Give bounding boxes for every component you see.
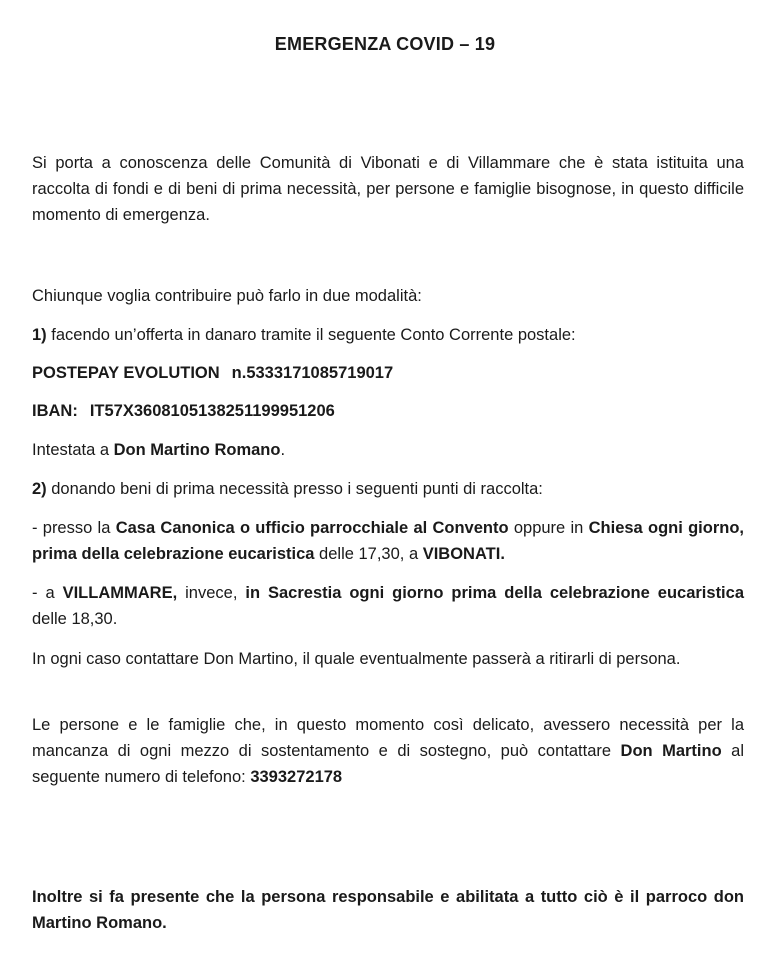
closing-paragraph: Inoltre si fa presente che la persona responsabile e abilitata a tutto ciò è il parroco don Martino Romano. (32, 888, 744, 932)
option-1 (32, 322, 744, 348)
phone-number: 3393272178 (250, 768, 343, 786)
option-1-number: 1) (32, 326, 47, 344)
point-2-text-a: - a (32, 584, 63, 602)
point-1-bold-c: VIBONATI. (422, 545, 505, 563)
needs-text-b: al seguente numero di telefono: (32, 742, 744, 786)
needs-contact-name: Don Martino (620, 742, 722, 760)
intro-paragraph: Si porta a conoscenza delle Comunità di Vibonati e di Villammare che è stata istituita una raccolta di fondi e di beni di prima necessità, per persone e famiglie bisognose, in questo difficile momento di emergenza. (32, 154, 744, 224)
point-1-text-a: - presso la (32, 519, 116, 537)
holder-prefix: Intestata a (32, 441, 114, 459)
option-2-text: donando beni di prima necessità presso i seguenti punti di raccolta: (46, 480, 543, 498)
modalities-intro: Chiunque voglia contribuire può farlo in due modalità: (32, 287, 422, 305)
point-2-text-b: invece, (177, 584, 246, 602)
point-1-text-c: delle 17,30, a (314, 545, 423, 563)
postepay-label: POSTEPAY EVOLUTION (32, 364, 220, 382)
holder-line (32, 437, 744, 463)
option-2-number: 2) (32, 480, 47, 498)
point-2-bold-b: in Sacrestia ogni giorno prima della celebrazione eucaristica (245, 584, 744, 602)
holder-name: Don Martino Romano (113, 441, 281, 459)
needs-text-a: Le persone e le famiglie che, in questo momento così delicato, avessero necessità per la mancanza di ogni mezzo di sostentamento e di sostegno, può contattare (32, 716, 744, 760)
iban-value: IT57X3608105138251199951206 (89, 402, 335, 420)
iban-label: IBAN: (32, 402, 78, 420)
point-1-bold-a: Casa Canonica o ufficio parrocchiale al Convento (115, 519, 509, 537)
option-2 (32, 476, 744, 502)
postepay-number: n.5333171085719017 (231, 364, 394, 382)
holder-suffix: . (280, 441, 286, 459)
point-1-bold-b: Chiesa ogni giorno, prima della celebrazione eucaristica (32, 519, 745, 563)
collection-point-villammare (32, 580, 744, 632)
postepay-line (32, 360, 744, 386)
collection-point-vibonati (32, 515, 744, 567)
option-1-text: facendo un’offerta in danaro tramite il seguente Conto Corrente postale: (46, 326, 576, 344)
iban-line (32, 398, 744, 424)
needs-paragraph (32, 712, 744, 790)
point-2-bold-a: VILLAMMARE, (62, 584, 178, 602)
contact-note: In ogni caso contattare Don Martino, il quale eventualmente passerà a ritirarli di persona. (32, 650, 681, 668)
point-2-text-c: delle 18,30. (32, 610, 118, 628)
page-title: EMERGENZA COVID – 19 (274, 34, 496, 54)
point-1-text-b: oppure in (508, 519, 589, 537)
